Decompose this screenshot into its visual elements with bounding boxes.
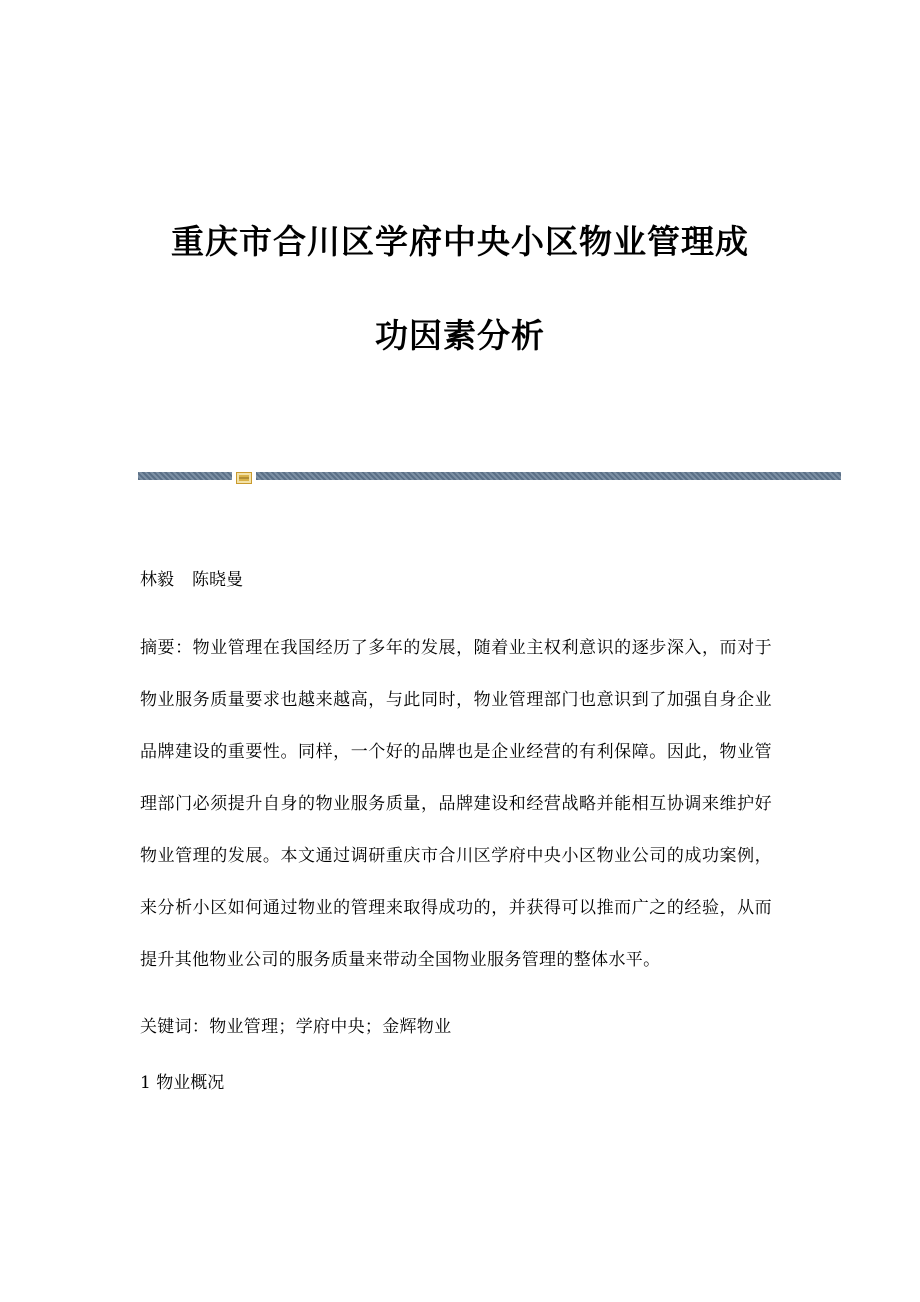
keywords-line: 关键词：物业管理；学府中央；金辉物业	[140, 1017, 452, 1037]
divider-bar-right	[256, 472, 841, 480]
divider-ornament-icon	[236, 469, 252, 481]
title-line-2: 功因素分析	[375, 316, 545, 355]
author-name: 林毅	[140, 570, 174, 590]
section-heading: 1 物业概况	[140, 1073, 225, 1093]
title-line-1: 重庆市合川区学府中央小区物业管理成	[171, 222, 749, 261]
author-list	[140, 568, 243, 592]
divider-bar-left	[138, 472, 232, 480]
author-name: 陈晓曼	[192, 570, 243, 590]
abstract-paragraph: 摘要：物业管理在我国经历了多年的发展，随着业主权利意识的逐步深入，而对于物业服务质量要求也越来越高，与此同时，物业管理部门也意识到了加强自身企业品牌建设的重要性。同样，一个好的品牌也是企业经营的有利保障。因此，物业管理部门必须提升自身的物业服务质量，品牌建设和经营战略并能相互协调来维护好物业管理的发展。本文通过调研重庆市合川区学府中央小区物业公司的成功案例，来分析小区如何通过物业的管理来取得成功的，并获得可以推而广之的经验，从而提升其他物业公司的服务质量来带动全国物业服务管理的整体水平。	[140, 638, 772, 970]
